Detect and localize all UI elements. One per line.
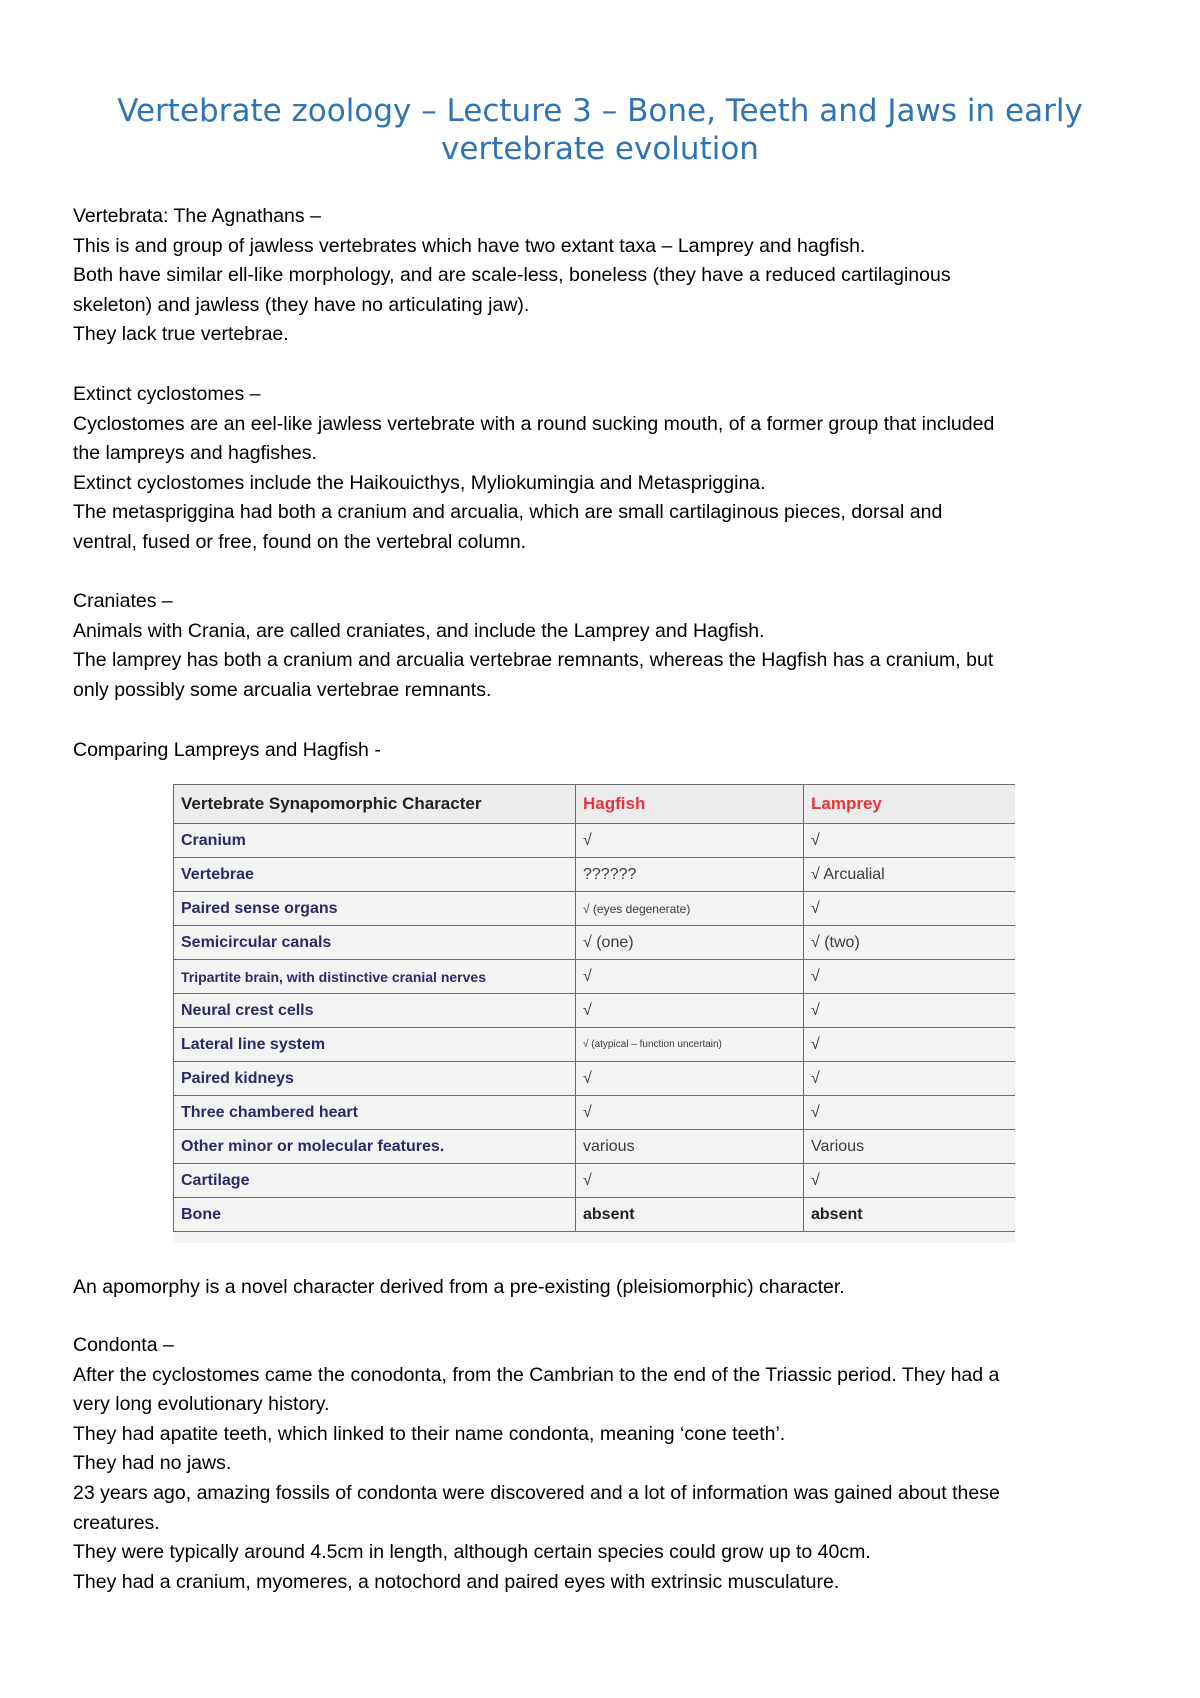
table-row (174, 892, 1016, 926)
paragraph-line: skeleton) and jawless (they have no articulating jaw). (73, 293, 530, 316)
table-row (174, 994, 1016, 1028)
character-cell: Bone (174, 1198, 576, 1232)
hagfish-cell: √ (eyes degenerate) (576, 892, 804, 926)
hagfish-cell: √ (576, 1164, 804, 1198)
character-cell: Paired sense organs (174, 892, 576, 926)
section-agnathans (73, 202, 1143, 350)
document-title (60, 92, 1140, 168)
paragraph-line: Both have similar ell-like morphology, and are scale-less, boneless (they have a reduced cartilaginous (73, 264, 951, 287)
hagfish-cell: ?????? (576, 858, 804, 892)
section-heading: Extinct cyclostomes – (73, 383, 261, 405)
title-line-2: vertebrate evolution (441, 131, 759, 167)
table-row (174, 926, 1016, 960)
section-heading: Craniates – (73, 590, 173, 612)
hagfish-cell: √ (576, 1096, 804, 1130)
paragraph-line: This is and group of jawless vertebrates which have two extant taxa – Lamprey and hagfish. (73, 234, 866, 257)
hagfish-cell: √ (576, 1062, 804, 1096)
section-apomorphy (73, 1273, 1143, 1303)
lamprey-cell: √ (804, 994, 1016, 1028)
paragraph-line: Animals with Crania, are called craniates, and include the Lamprey and Hagfish. (73, 619, 765, 642)
character-cell: Vertebrae (174, 858, 576, 892)
character-cell: Tripartite brain, with distinctive cranial nerves (174, 960, 576, 994)
character-cell: Cranium (174, 824, 576, 858)
character-cell: Cartilage (174, 1164, 576, 1198)
lamprey-cell: √ (804, 1062, 1016, 1096)
table-row (174, 1130, 1016, 1164)
hagfish-cell: √ (576, 824, 804, 858)
lamprey-cell: √ (804, 1096, 1016, 1130)
paragraph-line: After the cyclostomes came the conodonta, from the Cambrian to the end of the Triassic period. They had a (73, 1363, 1000, 1386)
lamprey-cell: √ (two) (804, 926, 1016, 960)
table-row (174, 1164, 1016, 1198)
lamprey-cell: absent (804, 1198, 1016, 1232)
paragraph-line: Extinct cyclostomes include the Haikouicthys, Myliokumingia and Metaspriggina. (73, 471, 766, 494)
hagfish-cell: √ (576, 994, 804, 1028)
section-condonta (73, 1331, 1143, 1597)
section-heading: Comparing Lampreys and Hagfish - (73, 739, 381, 761)
paragraph-line: An apomorphy is a novel character derived from a pre-existing (pleisiomorphic) character. (73, 1276, 845, 1298)
paragraph-line: Cyclostomes are an eel-like jawless vertebrate with a round sucking mouth, of a former group that included (73, 412, 995, 435)
paragraph-line: They had apatite teeth, which linked to their name condonta, meaning ‘cone teeth’. (73, 1422, 786, 1445)
hagfish-cell: absent (576, 1198, 804, 1232)
table-row (174, 960, 1016, 994)
paragraph-line: The metaspriggina had both a cranium and arcualia, which are small cartilaginous pieces, dorsal and (73, 501, 943, 524)
table-row (174, 1028, 1016, 1062)
table-header-row (174, 785, 1016, 824)
paragraph-line: very long evolutionary history. (73, 1393, 330, 1416)
hagfish-cell: √ (576, 960, 804, 994)
paragraph-line: They lack true vertebrae. (73, 323, 289, 346)
hagfish-cell: √ (atypical – function uncertain) (576, 1028, 804, 1062)
table-row (174, 1062, 1016, 1096)
paragraph-line: They had a cranium, myomeres, a notochord and paired eyes with extrinsic musculature. (73, 1570, 840, 1593)
lamprey-cell: √ (804, 1164, 1016, 1198)
section-craniates (73, 587, 1143, 705)
hagfish-cell: various (576, 1130, 804, 1164)
comparison-table-image (173, 784, 1015, 1243)
hagfish-cell: √ (one) (576, 926, 804, 960)
header-character: Vertebrate Synapomorphic Character (174, 785, 576, 824)
character-cell: Paired kidneys (174, 1062, 576, 1096)
header-hagfish: Hagfish (576, 785, 804, 824)
header-lamprey: Lamprey (804, 785, 1016, 824)
title-line-1: Vertebrate zoology – Lecture 3 – Bone, Teeth and Jaws in early (117, 93, 1083, 129)
paragraph-line: 23 years ago, amazing fossils of condonta were discovered and a lot of information was gained about these (73, 1481, 1000, 1504)
paragraph-line: The lamprey has both a cranium and arcualia vertebrae remnants, whereas the Hagfish has a cranium, but (73, 649, 994, 672)
table-row (174, 824, 1016, 858)
table-row (174, 858, 1016, 892)
section-heading: Vertebrata: The Agnathans – (73, 205, 321, 227)
lamprey-cell: Various (804, 1130, 1016, 1164)
lamprey-cell: √ Arcualial (804, 858, 1016, 892)
section-extinct-cyclostomes (73, 380, 1143, 558)
character-cell: Three chambered heart (174, 1096, 576, 1130)
character-cell: Neural crest cells (174, 994, 576, 1028)
paragraph-line: creatures. (73, 1511, 160, 1534)
table-row (174, 1096, 1016, 1130)
paragraph-line: They were typically around 4.5cm in length, although certain species could grow up to 40cm. (73, 1541, 871, 1564)
comparison-table (173, 784, 1015, 1232)
character-cell: Other minor or molecular features. (174, 1130, 576, 1164)
lamprey-cell: √ (804, 824, 1016, 858)
table-row (174, 1198, 1016, 1232)
paragraph-line: only possibly some arcualia vertebrae remnants. (73, 678, 492, 701)
character-cell: Semicircular canals (174, 926, 576, 960)
lamprey-cell: √ (804, 1028, 1016, 1062)
character-cell: Lateral line system (174, 1028, 576, 1062)
paragraph-line: the lampreys and hagfishes. (73, 442, 317, 465)
lamprey-cell: √ (804, 892, 1016, 926)
section-comparing (73, 736, 1143, 766)
paragraph-line: ventral, fused or free, found on the vertebral column. (73, 530, 527, 553)
section-heading: Condonta – (73, 1334, 174, 1356)
paragraph-line: They had no jaws. (73, 1452, 232, 1475)
lamprey-cell: √ (804, 960, 1016, 994)
